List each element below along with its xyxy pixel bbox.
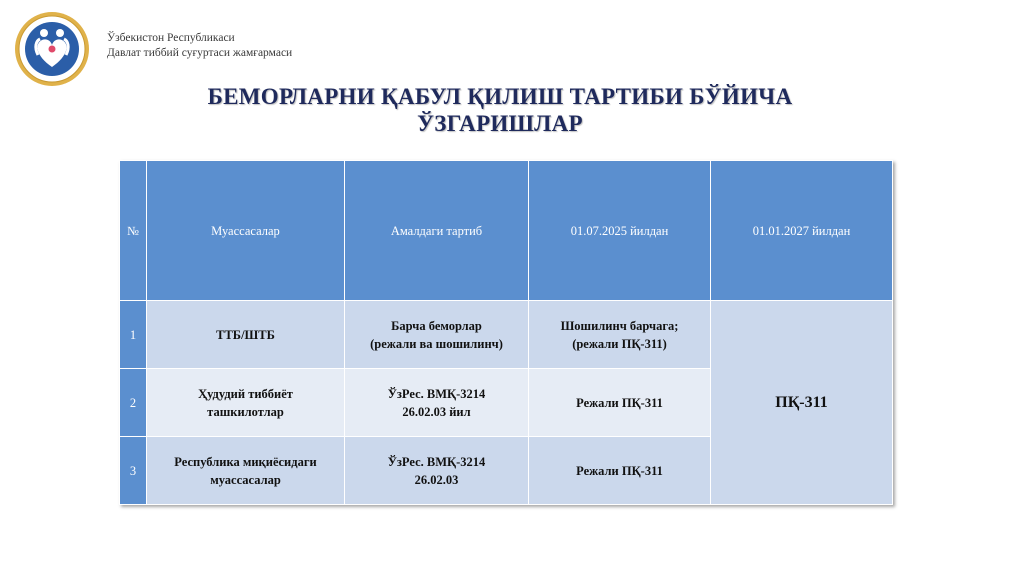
from-2025-cell: Режали ПҚ-311 bbox=[529, 369, 711, 437]
title-line-1: БЕМОРЛАРНИ ҚАБУЛ ҚИЛИШ ТАРТИБИ БЎЙИЧА bbox=[207, 84, 793, 109]
row-number: 3 bbox=[120, 437, 147, 505]
current-order-line-2: 26.02.03 bbox=[414, 472, 459, 487]
institution-line-2: муассасалар bbox=[210, 472, 281, 487]
header-from-2025: 01.07.2025 йилдан bbox=[529, 161, 711, 301]
from-2027-merged-cell: ПҚ-311 bbox=[711, 301, 893, 505]
institution-cell bbox=[147, 369, 345, 437]
header-institutions: Муассасалар bbox=[147, 161, 345, 301]
institution-line-1: Ҳудудий тиббиёт bbox=[198, 386, 293, 401]
from-2025-cell bbox=[529, 301, 711, 369]
page-title bbox=[100, 83, 900, 137]
title-line-2: ЎЗГАРИШЛАР bbox=[417, 111, 583, 136]
current-order-line-1: ЎзРес. ВМҚ-3214 bbox=[387, 454, 486, 469]
table-header-row bbox=[120, 161, 893, 301]
institution-line-1: Республика миқиёсидаги bbox=[174, 454, 317, 469]
table-row bbox=[120, 301, 893, 369]
from-2025-line-2: (режали ПҚ-311) bbox=[572, 336, 667, 351]
current-order-line-2: (режали ва шошилинч) bbox=[370, 336, 503, 351]
family-heart-emblem-icon bbox=[14, 11, 90, 87]
changes-table bbox=[119, 160, 893, 505]
current-order-cell bbox=[345, 301, 529, 369]
current-order-line-1: Барча беморлар bbox=[391, 318, 482, 333]
institution-cell: ТТБ/ШТБ bbox=[147, 301, 345, 369]
current-order-cell bbox=[345, 437, 529, 505]
institution-line-2: ташкилотлар bbox=[207, 404, 284, 419]
row-number: 2 bbox=[120, 369, 147, 437]
organization-name bbox=[107, 31, 292, 61]
header-number: № bbox=[120, 161, 147, 301]
from-2025-cell: Режали ПҚ-311 bbox=[529, 437, 711, 505]
current-order-line-1: ЎзРес. ВМҚ-3214 bbox=[387, 386, 486, 401]
institution-cell bbox=[147, 437, 345, 505]
header-from-2027: 01.01.2027 йилдан bbox=[711, 161, 893, 301]
org-line-2: Давлат тиббий суғуртаси жамғармаси bbox=[107, 47, 293, 59]
current-order-line-2: 26.02.03 йил bbox=[402, 404, 471, 419]
current-order-cell bbox=[345, 369, 529, 437]
logo bbox=[14, 11, 90, 87]
row-number: 1 bbox=[120, 301, 147, 369]
header-current-order: Амалдаги тартиб bbox=[345, 161, 529, 301]
from-2025-line-1: Шошилинч барчага; bbox=[560, 318, 679, 333]
org-line-1: Ўзбекистон Республикаси bbox=[107, 32, 235, 44]
